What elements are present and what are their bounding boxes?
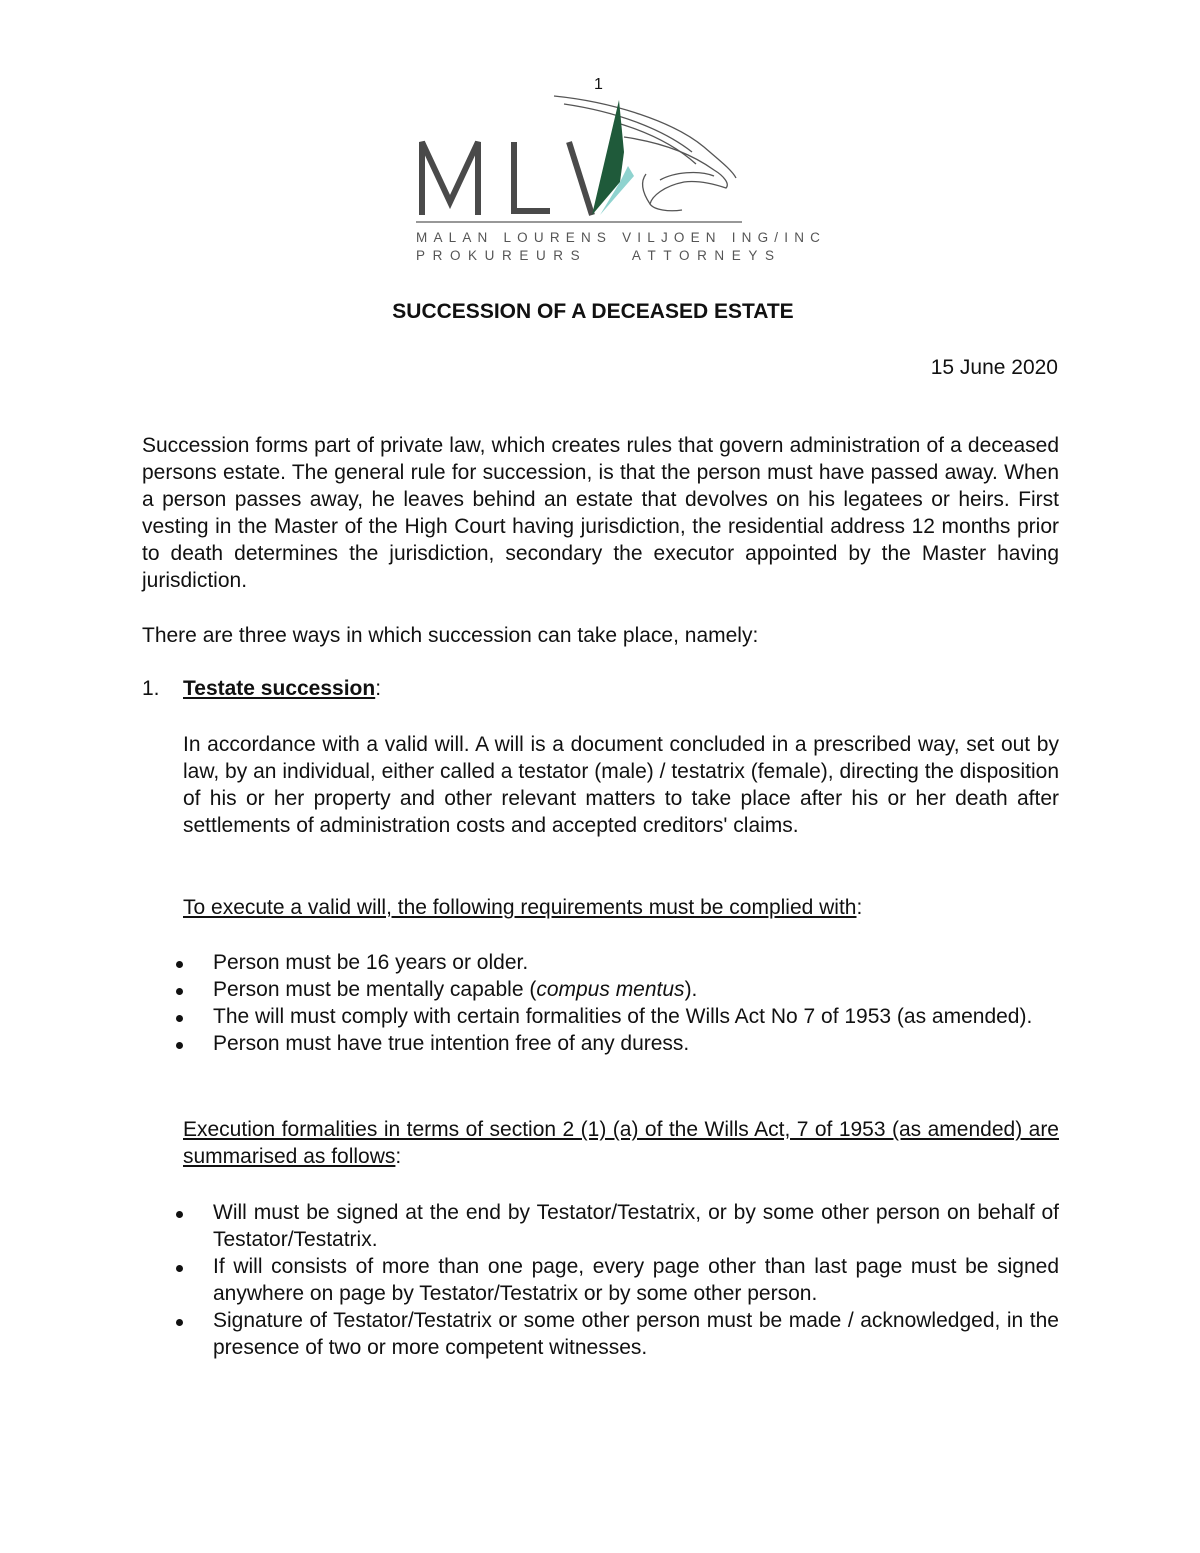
list-item-text: Will must be signed at the end by Testator/Testatrix, or by some other person on behalf of Testator/Testatrix.	[213, 1201, 1059, 1251]
logo-firm-tagline: PROKUREURS ATTORNEYS	[416, 248, 782, 263]
list-item	[172, 976, 1059, 1003]
list-item-italic-text: compus mentus	[536, 978, 685, 1001]
bullet-icon	[176, 1211, 183, 1218]
requirements-heading-suffix: :	[856, 896, 863, 919]
list-item-text: Signature of Testator/Testatrix or some other person must be made / acknowledged, in the presence of two or more competent witnesses.	[213, 1309, 1059, 1359]
list-item-text: The will must comply with certain formalities of the Wills Act No 7 of 1953 (as amended).	[213, 1005, 1033, 1028]
list-item-text: If will consists of more than one page, every page other than last page must be signed anywhere on page by Testator/Testatrix or by some other person.	[213, 1255, 1059, 1305]
bird-outline-icon	[554, 96, 736, 211]
list-item	[172, 1003, 1059, 1030]
list-item	[172, 1030, 1059, 1057]
section-heading-text: Testate succession	[183, 677, 376, 700]
formalities-heading-suffix: :	[395, 1145, 402, 1168]
bullet-icon	[176, 961, 183, 968]
list-item	[172, 1307, 1059, 1361]
list-item-text: Person must be mentally capable (	[213, 978, 537, 1001]
bullet-icon	[176, 1015, 183, 1022]
section-heading-testate	[142, 677, 381, 701]
list-item-text: Person must be 16 years or older.	[213, 951, 529, 974]
testate-description: In accordance with a valid will. A will is a document concluded in a prescribed way, set out by law, by an individual, either called a testator (male) / testatrix (female), directing the disposition of his or her property and other relevant matters to take place after his or her death after settlements of administration costs and accepted creditors' claims.	[183, 733, 1059, 837]
page-number: 1	[594, 76, 603, 93]
mlv-logo	[414, 92, 754, 272]
list-item	[172, 949, 1059, 976]
ways-intro-paragraph: There are three ways in which succession can take place, namely:	[142, 624, 759, 647]
formalities-heading-text: Execution formalities in terms of section 2 (1) (a) of the Wills Act, 7 of 1953 (as amended) are summarised as follows	[183, 1118, 1059, 1168]
section-heading-suffix: :	[375, 677, 382, 700]
requirements-heading-text: To execute a valid will, the following requirements must be complied with	[183, 896, 857, 919]
requirements-heading	[183, 894, 1059, 921]
list-item	[172, 1199, 1059, 1253]
formalities-heading	[183, 1116, 1059, 1170]
list-item	[172, 1253, 1059, 1307]
document-date: 15 June 2020	[930, 356, 1058, 379]
bullet-icon	[176, 1319, 183, 1326]
list-item-text: Person must have true intention free of any duress.	[213, 1032, 690, 1055]
requirements-list	[172, 949, 1059, 1057]
formalities-list	[172, 1199, 1059, 1361]
logo-firm-name: MALAN LOURENS VILJOEN ING/INC	[416, 230, 827, 245]
bullet-icon	[176, 1265, 183, 1272]
bullet-icon	[176, 1042, 183, 1049]
list-item-text-end: ).	[684, 978, 698, 1001]
intro-paragraph: Succession forms part of private law, which creates rules that govern administration of a deceased persons estate. The general rule for succession, is that the person must have passed away. When a person passes away, he leaves behind an estate that devolves on his legatees or heirs. First vesting in the Master of the High Court having jurisdiction, the residential address 12 months prior to death determines the jurisdiction, secondary the executor appointed by the Master having jurisdiction.	[142, 434, 1059, 592]
section-number: 1.	[142, 677, 160, 700]
bullet-icon	[176, 988, 183, 995]
document-title: SUCCESSION OF A DECEASED ESTATE	[392, 300, 794, 323]
